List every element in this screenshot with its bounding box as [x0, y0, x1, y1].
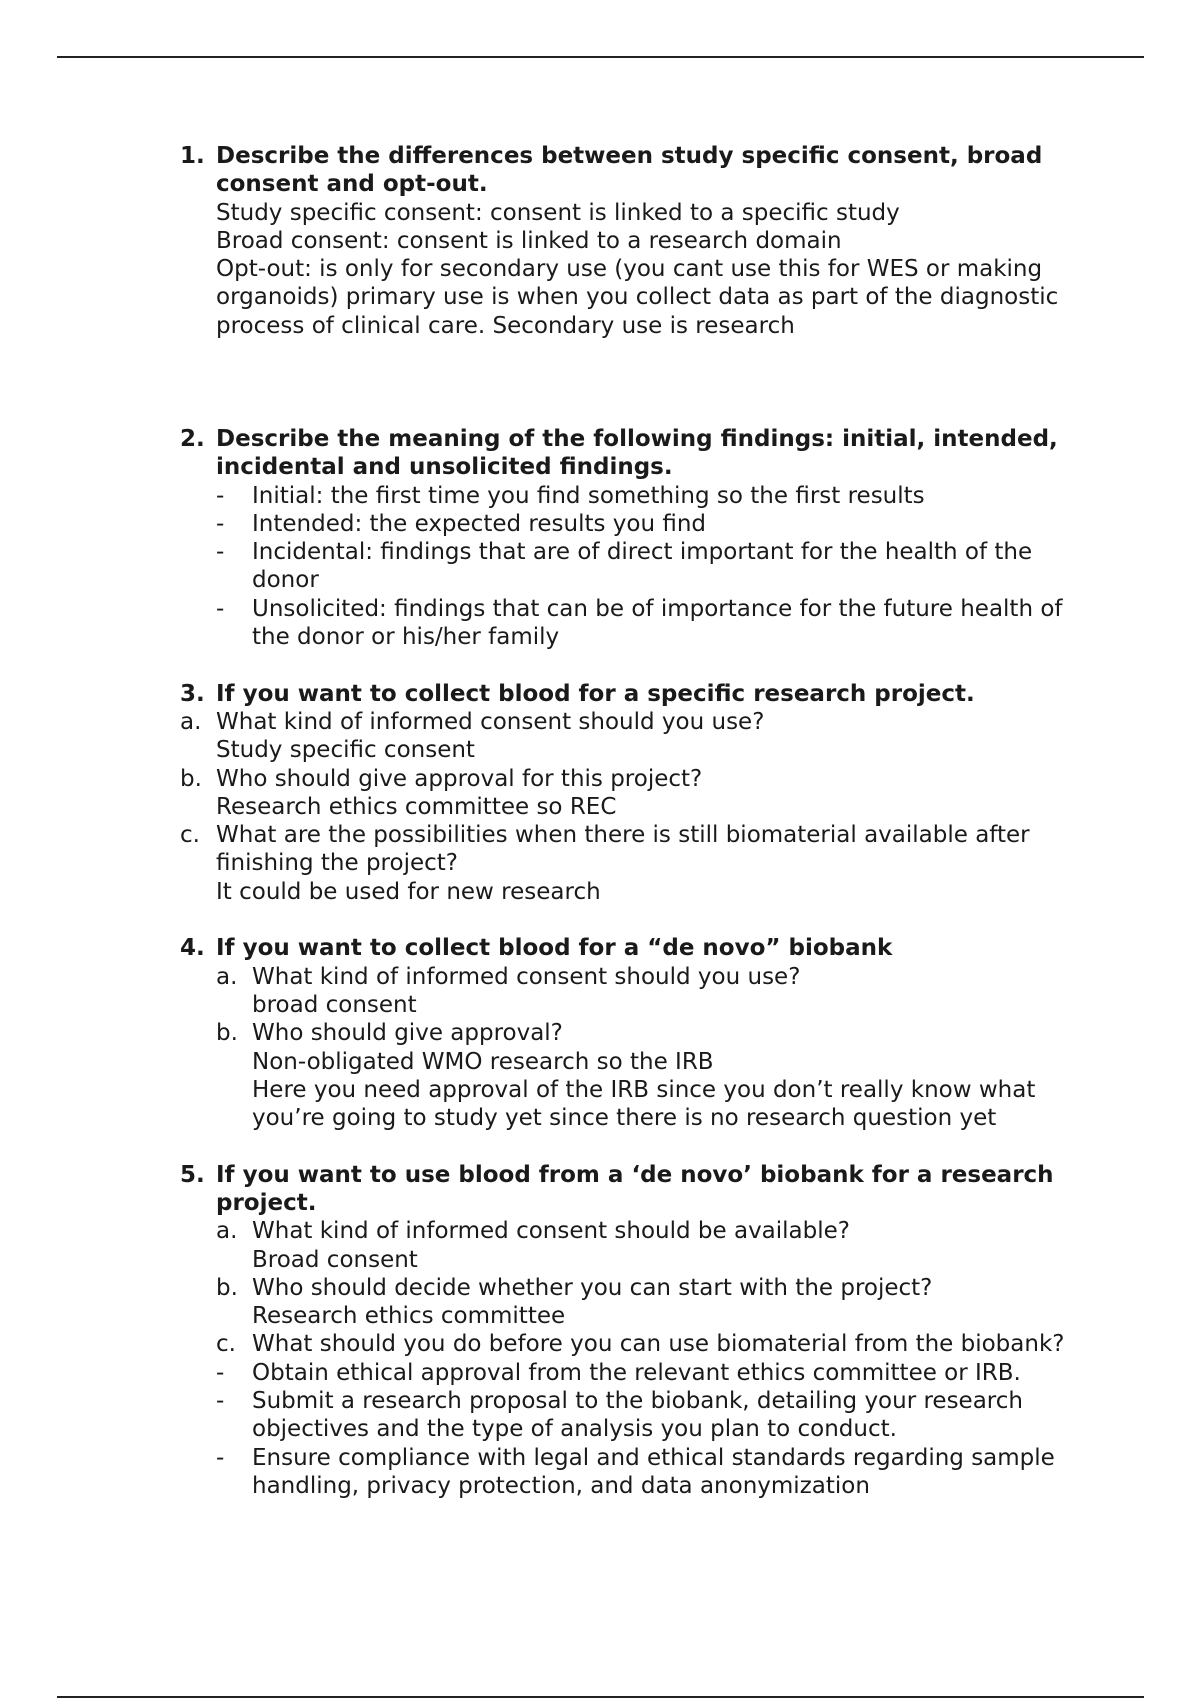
bullet-dash: -: [216, 1359, 225, 1386]
bullet-dash: -: [216, 510, 225, 537]
answer-line: Broad consent: consent is linked to a research domain: [216, 227, 842, 254]
sub-question-a: [180, 708, 1080, 765]
sub-label: a.: [180, 708, 202, 735]
sub-answer: Broad consent: [252, 1246, 418, 1273]
sub-question-text: What are the possibilities when there is still biomaterial available after finishing the project?: [216, 822, 1030, 877]
sub-question-b: [216, 1019, 1080, 1132]
list-item: [216, 1387, 1080, 1444]
sub-question-a: [216, 1217, 1080, 1274]
question-title: If you want to collect blood for a “de novo” biobank: [216, 935, 893, 962]
bullet-dash: -: [216, 595, 225, 622]
sub-answer: It could be used for new research: [216, 878, 601, 905]
sub-label: b.: [180, 765, 202, 792]
sub-label: c.: [180, 822, 200, 849]
sub-answer: broad consent: [252, 991, 417, 1018]
sub-question-c: [180, 821, 1080, 906]
question-5: [180, 1161, 1080, 1218]
question-number: 3.: [180, 680, 205, 707]
sub-label: a.: [216, 963, 238, 990]
list-item-text: Obtain ethical approval from the relevant ethics committee or IRB.: [252, 1359, 1021, 1386]
sub-answer: Here you need approval of the IRB since you don’t really know what you’re going to study yet since there is no research question yet: [252, 1076, 1036, 1132]
sub-question-c: [216, 1330, 1080, 1358]
sub-question-b: [216, 1274, 1080, 1331]
list-item: [216, 1444, 1080, 1501]
sub-answer: Research ethics committee: [252, 1303, 566, 1330]
question-title: If you want to use blood from a ‘de novo’ biobank for a research project.: [216, 1161, 1054, 1216]
sub-answer: Non-obligated WMO research so the IRB: [252, 1048, 714, 1075]
list-item-text: Incidental: findings that are of direct important for the health of the donor: [252, 539, 1033, 594]
list-item-text: Initial: the first time you find something so the first results: [252, 482, 925, 509]
list-item-text: Intended: the expected results you find: [252, 510, 707, 537]
sub-label: b.: [216, 1274, 238, 1301]
list-item: [216, 595, 1080, 652]
question-number: 2.: [180, 425, 205, 452]
bullet-dash: -: [216, 1444, 225, 1471]
question-2: [180, 425, 1080, 651]
question-4: [180, 934, 1080, 962]
sub-question-text: What should you do before you can use biomaterial from the biobank?: [252, 1331, 1065, 1358]
sub-answer: Research ethics committee so REC: [216, 793, 617, 820]
question-number: 1.: [180, 143, 205, 169]
question-3: [180, 680, 1080, 708]
bullet-dash: -: [216, 482, 225, 509]
answer-line: Opt-out: is only for secondary use (you cant use this for WES or making organoids) primary use is when you collect data as part of the diagnostic process of clinical care. Secondary use is research: [216, 256, 1059, 339]
document-body: [180, 142, 1080, 1500]
list-item-text: Submit a research proposal to the biobank, detailing your research objectives and the type of analysis you plan to conduct.: [252, 1388, 1023, 1443]
list-item: [216, 1359, 1080, 1387]
list-item-text: Unsolicited: findings that can be of importance for the future health of the donor or his/her family: [252, 595, 1063, 651]
question-title: If you want to collect blood for a specific research project.: [216, 680, 975, 707]
footer-rule: [57, 1696, 1144, 1698]
list-item: [216, 538, 1080, 595]
sub-question-text: Who should give approval?: [252, 1020, 563, 1047]
sub-question-text: What kind of informed consent should be available?: [252, 1218, 850, 1245]
question-number: 4.: [180, 935, 205, 962]
answer-line: Study specific consent: consent is linked to a specific study: [216, 199, 900, 226]
sub-question-b: [180, 765, 1080, 822]
sub-question-text: Who should decide whether you can start with the project?: [252, 1274, 933, 1301]
bullet-dash: -: [216, 539, 225, 566]
sub-answer: Study specific consent: [216, 737, 475, 764]
question-1: [180, 142, 1080, 340]
list-item-text: Ensure compliance with legal and ethical standards regarding sample handling, privacy protection, and data anonymization: [252, 1444, 1055, 1499]
question-title: Describe the meaning of the following findings: initial, intended, incidental and unsolicited findings.: [216, 425, 1058, 481]
list-item: [216, 510, 1080, 538]
sub-question-text: What kind of informed consent should you use?: [216, 708, 765, 735]
question-title: Describe the differences between study specific consent, broad consent and opt-out.: [216, 143, 1043, 198]
sub-question-a: [216, 963, 1080, 1020]
sub-label: c.: [216, 1331, 236, 1358]
question-number: 5.: [180, 1161, 205, 1188]
sub-question-text: Who should give approval for this project?: [216, 765, 703, 792]
list-item: [216, 482, 1080, 510]
header-rule: [57, 56, 1144, 58]
sub-question-text: What kind of informed consent should you use?: [252, 963, 801, 990]
bullet-dash: -: [216, 1388, 225, 1415]
sub-label: a.: [216, 1218, 238, 1245]
sub-label: b.: [216, 1020, 238, 1047]
